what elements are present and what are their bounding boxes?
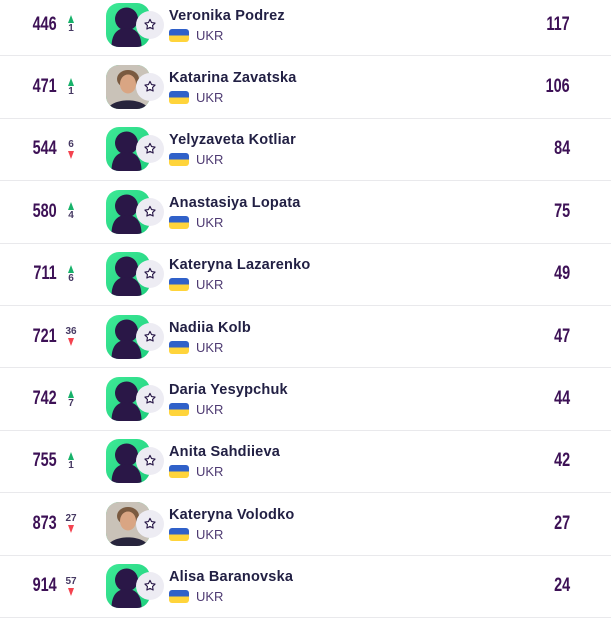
favorite-star-button[interactable] — [136, 260, 164, 288]
ukraine-flag-icon — [169, 91, 189, 104]
ukraine-flag-icon — [169, 528, 189, 541]
player-info — [169, 569, 293, 603]
favorite-star-button[interactable] — [136, 135, 164, 163]
rank-up-icon — [68, 15, 74, 23]
rank-number: 580 — [32, 200, 57, 222]
rank-change — [59, 577, 83, 596]
rank-change-value: 57 — [65, 575, 77, 587]
rank-number: 544 — [32, 138, 57, 160]
star-icon — [142, 141, 158, 157]
player-avatar — [106, 127, 150, 171]
favorite-star-button[interactable] — [136, 385, 164, 413]
player-avatar — [106, 190, 150, 234]
ukraine-flag-icon — [169, 465, 189, 478]
player-row[interactable] — [0, 431, 611, 493]
player-info — [169, 70, 297, 104]
player-name: Nadiia Kolb — [169, 319, 251, 336]
player-points: 47 — [553, 325, 570, 347]
player-points: 24 — [553, 575, 570, 597]
rank-change-value: 1 — [68, 85, 74, 97]
player-avatar — [106, 65, 150, 109]
player-name: Alisa Baranovska — [169, 569, 294, 586]
ukraine-flag-icon — [169, 278, 189, 291]
country-code: UKR — [196, 277, 224, 293]
ukraine-flag-icon — [169, 216, 189, 229]
player-avatar — [106, 3, 150, 47]
player-country — [169, 590, 293, 603]
star-icon — [142, 516, 158, 532]
player-row[interactable] — [0, 244, 611, 306]
player-row[interactable] — [0, 556, 611, 618]
player-info — [169, 8, 285, 42]
player-info — [169, 444, 280, 478]
star-icon — [142, 79, 158, 95]
rank-change — [59, 202, 83, 221]
rank-number: 721 — [32, 325, 57, 347]
rank-up-icon — [68, 390, 74, 398]
rank-number: 742 — [32, 388, 57, 410]
rank-down-icon — [68, 151, 74, 159]
player-name: Anita Sahdiieva — [169, 444, 280, 461]
favorite-star-button[interactable] — [136, 73, 164, 101]
player-row[interactable] — [0, 306, 611, 368]
player-points: 106 — [545, 76, 570, 98]
player-points: 75 — [553, 200, 570, 222]
player-country — [169, 91, 297, 104]
player-row[interactable] — [0, 493, 611, 555]
country-code: UKR — [196, 526, 224, 542]
star-icon — [142, 391, 158, 407]
player-info — [169, 507, 294, 541]
rank-change-value: 36 — [65, 326, 77, 338]
player-avatar — [106, 564, 150, 608]
player-row[interactable] — [0, 0, 611, 56]
player-country — [169, 465, 280, 478]
country-code: UKR — [196, 402, 224, 418]
player-name: Kateryna Volodko — [169, 506, 295, 523]
rank-change — [59, 390, 83, 409]
rank-change — [59, 327, 83, 346]
star-icon — [142, 17, 158, 33]
player-info — [169, 195, 301, 229]
favorite-star-button[interactable] — [136, 510, 164, 538]
star-icon — [142, 329, 158, 345]
country-code: UKR — [196, 589, 224, 605]
player-avatar — [106, 377, 150, 421]
rank-number: 873 — [32, 512, 57, 534]
player-row[interactable] — [0, 119, 611, 181]
player-row[interactable] — [0, 56, 611, 118]
star-icon — [142, 204, 158, 220]
favorite-star-button[interactable] — [136, 447, 164, 475]
country-code: UKR — [196, 339, 224, 355]
country-code: UKR — [196, 90, 224, 106]
rank-change — [59, 265, 83, 284]
rank-down-icon — [68, 588, 74, 596]
rank-change-value: 27 — [65, 513, 77, 525]
rank-down-icon — [68, 338, 74, 346]
ukraine-flag-icon — [169, 341, 189, 354]
player-info — [169, 382, 288, 416]
rank-change — [59, 140, 83, 159]
star-icon — [142, 453, 158, 469]
player-name: Kateryna Lazarenko — [169, 257, 311, 274]
rank-change — [59, 15, 83, 34]
player-avatar — [106, 439, 150, 483]
player-country — [169, 153, 296, 166]
player-avatar — [106, 315, 150, 359]
player-name: Anastasiya Lopata — [169, 194, 301, 211]
star-icon — [142, 578, 158, 594]
rank-up-icon — [68, 202, 74, 210]
rank-change-value: 6 — [68, 272, 74, 284]
player-info — [169, 257, 310, 291]
rank-number: 446 — [32, 13, 57, 35]
player-points: 44 — [553, 388, 570, 410]
favorite-star-button[interactable] — [136, 11, 164, 39]
player-country — [169, 29, 285, 42]
rank-change-value: 1 — [68, 23, 74, 35]
rank-up-icon — [68, 265, 74, 273]
rank-number: 471 — [32, 76, 57, 98]
rank-number: 755 — [32, 450, 57, 472]
player-country — [169, 216, 301, 229]
player-name: Veronika Podrez — [169, 7, 285, 24]
favorite-star-button[interactable] — [136, 198, 164, 226]
rank-change-value: 6 — [68, 138, 74, 150]
player-points: 117 — [546, 13, 570, 35]
ukraine-flag-icon — [169, 153, 189, 166]
country-code: UKR — [196, 464, 224, 480]
player-row[interactable] — [0, 181, 611, 243]
rank-up-icon — [68, 452, 74, 460]
player-info — [169, 132, 296, 166]
rank-change — [59, 78, 83, 97]
rank-number: 711 — [33, 263, 57, 285]
ukraine-flag-icon — [169, 590, 189, 603]
player-name: Katarina Zavatska — [169, 70, 297, 87]
player-points: 27 — [553, 512, 570, 534]
player-avatar — [106, 502, 150, 546]
rank-change — [59, 514, 83, 533]
ukraine-flag-icon — [169, 403, 189, 416]
rank-change-value: 7 — [68, 397, 74, 409]
player-name: Yelyzaveta Kotliar — [169, 132, 296, 149]
player-country — [169, 528, 294, 541]
player-name: Daria Yesypchuk — [169, 382, 288, 399]
rank-down-icon — [68, 525, 74, 533]
favorite-star-button[interactable] — [136, 323, 164, 351]
rank-number: 914 — [32, 575, 57, 597]
country-code: UKR — [196, 27, 224, 43]
country-code: UKR — [196, 214, 224, 230]
ukraine-flag-icon — [169, 29, 189, 42]
star-icon — [142, 266, 158, 282]
player-country — [169, 403, 288, 416]
player-country — [169, 278, 310, 291]
rank-up-icon — [68, 78, 74, 86]
rank-change-value: 4 — [68, 210, 74, 222]
rank-change — [59, 452, 83, 471]
player-country — [169, 341, 251, 354]
player-points: 84 — [553, 138, 570, 160]
player-row[interactable] — [0, 368, 611, 430]
country-code: UKR — [196, 152, 224, 168]
player-info — [169, 320, 251, 354]
favorite-star-button[interactable] — [136, 572, 164, 600]
rank-change-value: 1 — [68, 459, 74, 471]
player-avatar — [106, 252, 150, 296]
player-points: 49 — [553, 263, 570, 285]
player-points: 42 — [553, 450, 570, 472]
